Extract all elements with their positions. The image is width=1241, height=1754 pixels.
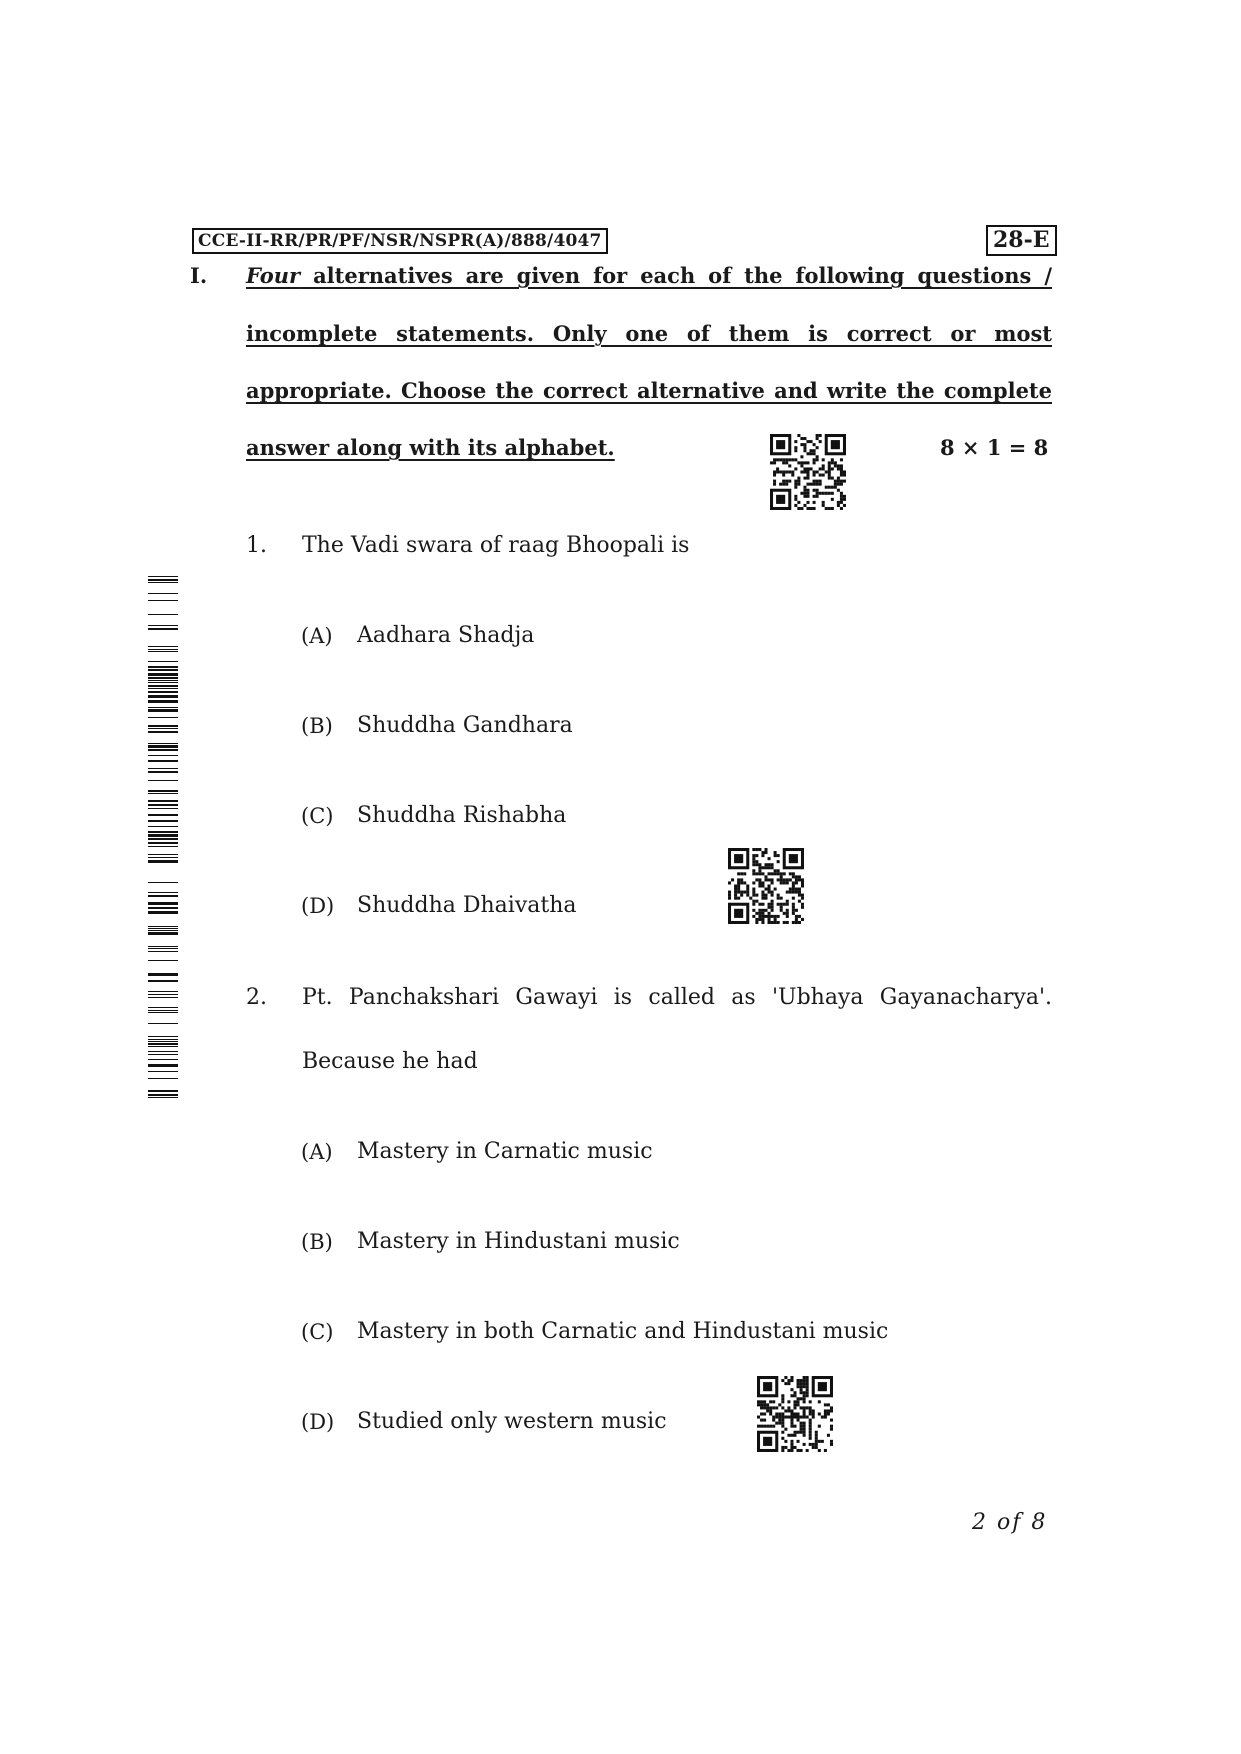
paper-code: CCE-II-RR/PR/PF/NSR/NSPR(A)/888/4047 (192, 228, 608, 254)
q2-option-d-text: Studied only western music (357, 1409, 667, 1434)
subject-code: 28-E (986, 225, 1057, 256)
question-2-text-line-2: Because he had (302, 1049, 478, 1074)
instruction-line-1 (246, 263, 1052, 288)
q1-option-b-text: Shuddha Gandhara (357, 713, 573, 738)
q2-option-b-letter: (B) (301, 1230, 333, 1254)
instruction-line-4: answer along with its alphabet. (246, 435, 615, 460)
question-2-number: 2. (246, 985, 267, 1010)
instruction-line-1-rest: alternatives are given for each of the following questions / (300, 263, 1052, 288)
q1-option-d-text: Shuddha Dhaivatha (357, 893, 577, 918)
qr-code-icon (728, 848, 804, 924)
q2-option-a-text: Mastery in Carnatic music (357, 1139, 653, 1164)
question-1-text: The Vadi swara of raag Bhoopali is (302, 533, 690, 558)
page-number: 2 of 8 (972, 1510, 1048, 1535)
q2-option-c-letter: (C) (301, 1320, 334, 1344)
question-1-number: 1. (246, 533, 267, 558)
q1-option-b-letter: (B) (301, 714, 333, 738)
q2-option-a-letter: (A) (301, 1140, 333, 1164)
section-number: I. (190, 263, 208, 288)
q1-option-a-letter: (A) (301, 624, 333, 648)
instruction-lead: Four (246, 263, 301, 288)
q1-option-d-letter: (D) (301, 894, 335, 918)
qr-code-icon (757, 1376, 833, 1452)
marks-allocation: 8 × 1 = 8 (940, 435, 1049, 460)
barcode-icon (148, 573, 178, 1105)
q2-option-d-letter: (D) (301, 1410, 335, 1434)
q1-option-a-text: Aadhara Shadja (357, 623, 535, 648)
instruction-line-3: appropriate. Choose the correct alternative and write the complete (246, 378, 1052, 403)
question-2-text-line-1: Pt. Panchakshari Gawayi is called as 'Ubhaya Gayanacharya'. (302, 985, 1052, 1010)
q1-option-c-text: Shuddha Rishabha (357, 803, 567, 828)
q2-option-b-text: Mastery in Hindustani music (357, 1229, 680, 1254)
instruction-line-2: incomplete statements. Only one of them is correct or most (246, 321, 1052, 346)
qr-code-icon (770, 434, 846, 510)
q2-option-c-text: Mastery in both Carnatic and Hindustani music (357, 1319, 889, 1344)
q1-option-c-letter: (C) (301, 804, 334, 828)
